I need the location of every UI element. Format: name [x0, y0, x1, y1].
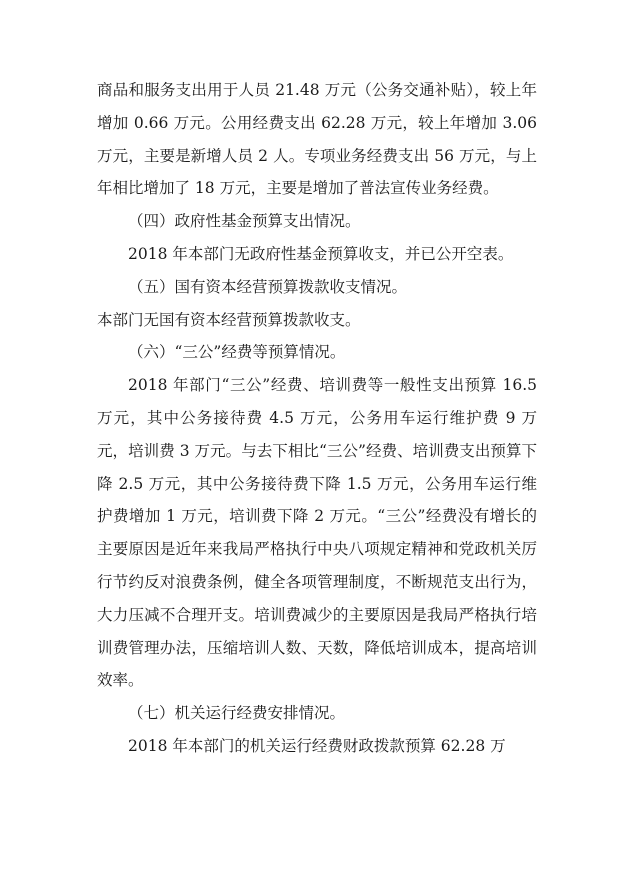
paragraph-1: 商品和服务支出用于人员 21.48 万元（公务交通补贴），较上年增加 0.66 万元。公用经费支出 62.28 万元，较上年增加 3.06 万元，主要是新增人员 2 人。专项业务经费支出 56 万元，与上年相比增加了 18 万元，主要是增加了普法宣传业务经费。: [97, 81, 537, 198]
section-heading-4: （四）政府性基金预算支出情况。: [128, 212, 361, 231]
section-heading-7: （七）机关运行经费安排情况。: [128, 704, 346, 723]
document-body: [97, 74, 537, 763]
paragraph-7: 2018 年部门“三公”经费、培训费等一般性支出预算 16.5 万元，其中公务接待费 4.5 万元，公务用车运行维护费 9 万元，培训费 3 万元。与去下相比“三公”经费、培训费支出预算下降 2.5 万元，其中公务接待费下降 1.5 万元，公务用车运行维护费增加 1 万元，培训费下降 2 万元。“三公”经费没有增长的主要原因是近年来我局严格执行中央八项规定精神和党政机关厉行节约反对浪费条例，健全各项管理制度，不断规范支出行为，大力压减不合理开支。培训费减少的主要原因是我局严格执行培训费管理办法，压缩培训人数、天数，降低培训成本，提高培训效率。: [97, 376, 537, 690]
paragraph-3: 2018 年本部门无政府性基金预算收支，并已公开空表。: [128, 244, 514, 263]
section-heading-5: （五）国有资本经营预算拨款收支情况。: [128, 277, 408, 296]
paragraph-9: 2018 年本部门的机关运行经费财政拨款预算 62.28 万: [128, 736, 506, 755]
section-heading-6: （六）“三公”经费等预算情况。: [128, 343, 346, 362]
paragraph-5: 本部门无国有资本经营预算拨款收支。: [97, 310, 361, 329]
